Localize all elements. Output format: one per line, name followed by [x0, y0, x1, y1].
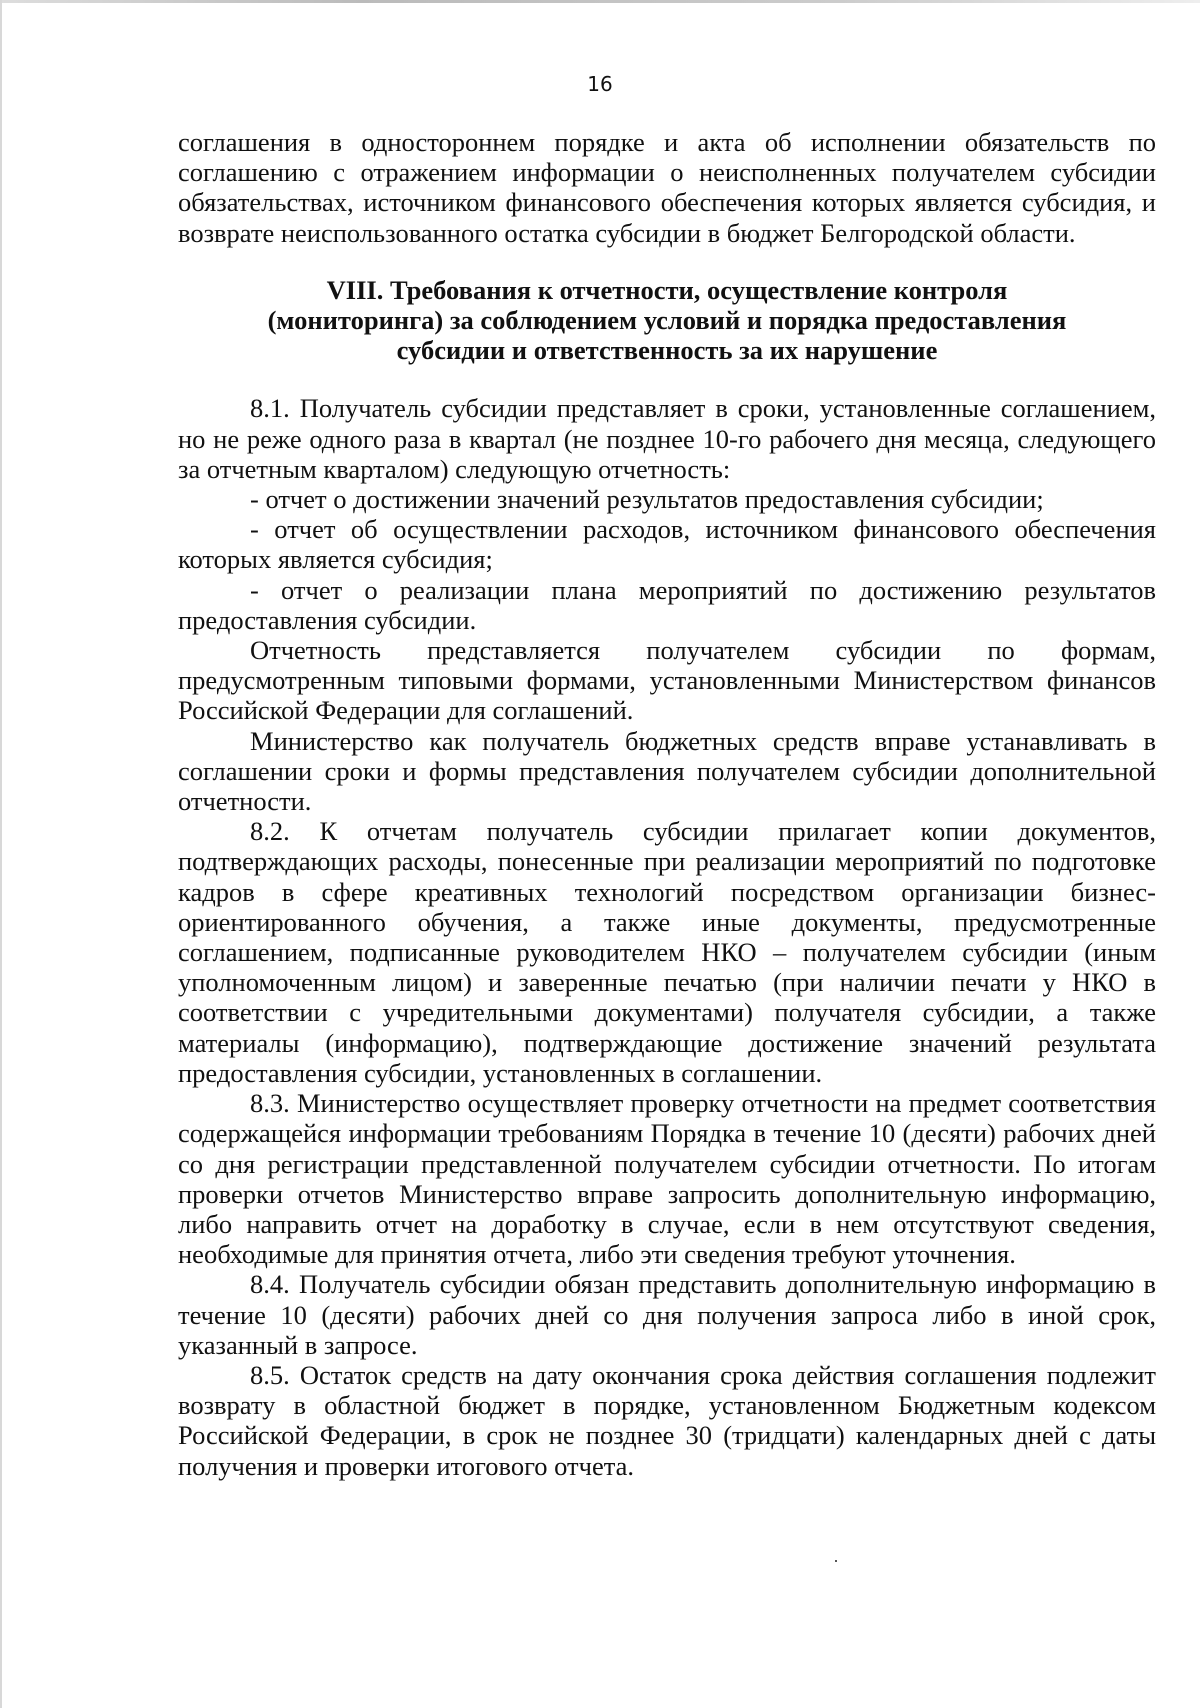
section-heading-line-3: субсидии и ответственность за их нарушение [396, 335, 938, 366]
scan-top-edge [0, 0, 1200, 3]
intro-paragraph: соглашения в одностороннем порядке и акта об исполнении обязательств по соглашению с отражением информации о неисполненных получателем субсидии обязательствах, источником финансового обеспечения которых является субсидия, и возврате неиспользованного остатка субсидии в бюджет Белгородской области. [178, 127, 1156, 248]
scan-left-edge [0, 0, 2, 1708]
page-number: 16 [587, 72, 613, 96]
section-heading-line-1: VIII. Требования к отчетности, осуществление контроля [326, 274, 1008, 305]
paragraph-8-5: 8.5. Остаток средств на дату окончания срока действия соглашения подлежит возврату в областной бюджет в порядке, установленном Бюджетным кодексом Российской Федерации, в срок не позднее 30 (тридцати) календарных дней с даты получения и проверки итогового отчета. [178, 1359, 1156, 1481]
section-heading [178, 275, 1156, 366]
paragraph-8-1: 8.1. Получатель субсидии представляет в сроки, установленные соглашением, но не реже одного раза в квартал (не позднее 10-го рабочего дня месяца, следующего за отчетным кварталом) следующую отчетность: [178, 393, 1156, 484]
scan-speck [835, 1560, 837, 1562]
section-heading-line-2: (мониторинга) за соблюдением условий и порядка предоставления [267, 305, 1067, 336]
list-item-report-plan: - отчет о реализации плана мероприятий по достижению результатов предоставления субсидии. [178, 574, 1156, 635]
list-item-report-results: - отчет о достижении значений результатов предоставления субсидии; [250, 484, 1044, 515]
document-body [178, 127, 1156, 1481]
paragraph-8-2: 8.2. К отчетам получатель субсидии прилагает копии документов, подтверждающих расходы, понесенные при реализации мероприятий по подготовке кадров в сфере креативных технологий посредством организации бизнес-ориентированного обучения, а также иные документы, предусмотренные соглашением, подписанные руководителем НКО – получателем субсидии (иным уполномоченным лицом) и заверенные печатью (при наличии печати у НКО в соответствии с учредительными документами) получателя субсидии, а также материалы (информацию), подтверждающие достижение значений результата предоставления субсидии, установленных в соглашении. [178, 816, 1156, 1088]
paragraph-reporting-forms: Отчетность представляется получателем субсидии по формам, предусмотренным типовыми формами, установленными Министерством финансов Российской Федерации для соглашений. [178, 635, 1156, 726]
paragraph-ministry-rights: Министерство как получатель бюджетных средств вправе устанавливать в соглашении сроки и формы представления получателем субсидии дополнительной отчетности. [178, 725, 1156, 817]
paragraph-8-3: 8.3. Министерство осуществляет проверку отчетности на предмет соответствия содержащейся информации требованиям Порядка в течение 10 (десяти) рабочих дней со дня регистрации представленной получателем субсидии отчетности. По итогам проверки отчетов Министерство вправе запросить дополнительную информацию, либо направить отчет на доработку в случае, если в нем отсутствуют сведения, необходимые для принятия отчета, либо эти сведения требуют уточнения. [178, 1088, 1156, 1270]
paragraph-8-4: 8.4. Получатель субсидии обязан представить дополнительную информацию в течение 10 (десяти) рабочих дней со дня получения запроса либо в иной срок, указанный в запросе. [178, 1269, 1156, 1360]
list-item-report-expenses: - отчет об осуществлении расходов, источником финансового обеспечения которых является субсидия; [178, 514, 1156, 575]
